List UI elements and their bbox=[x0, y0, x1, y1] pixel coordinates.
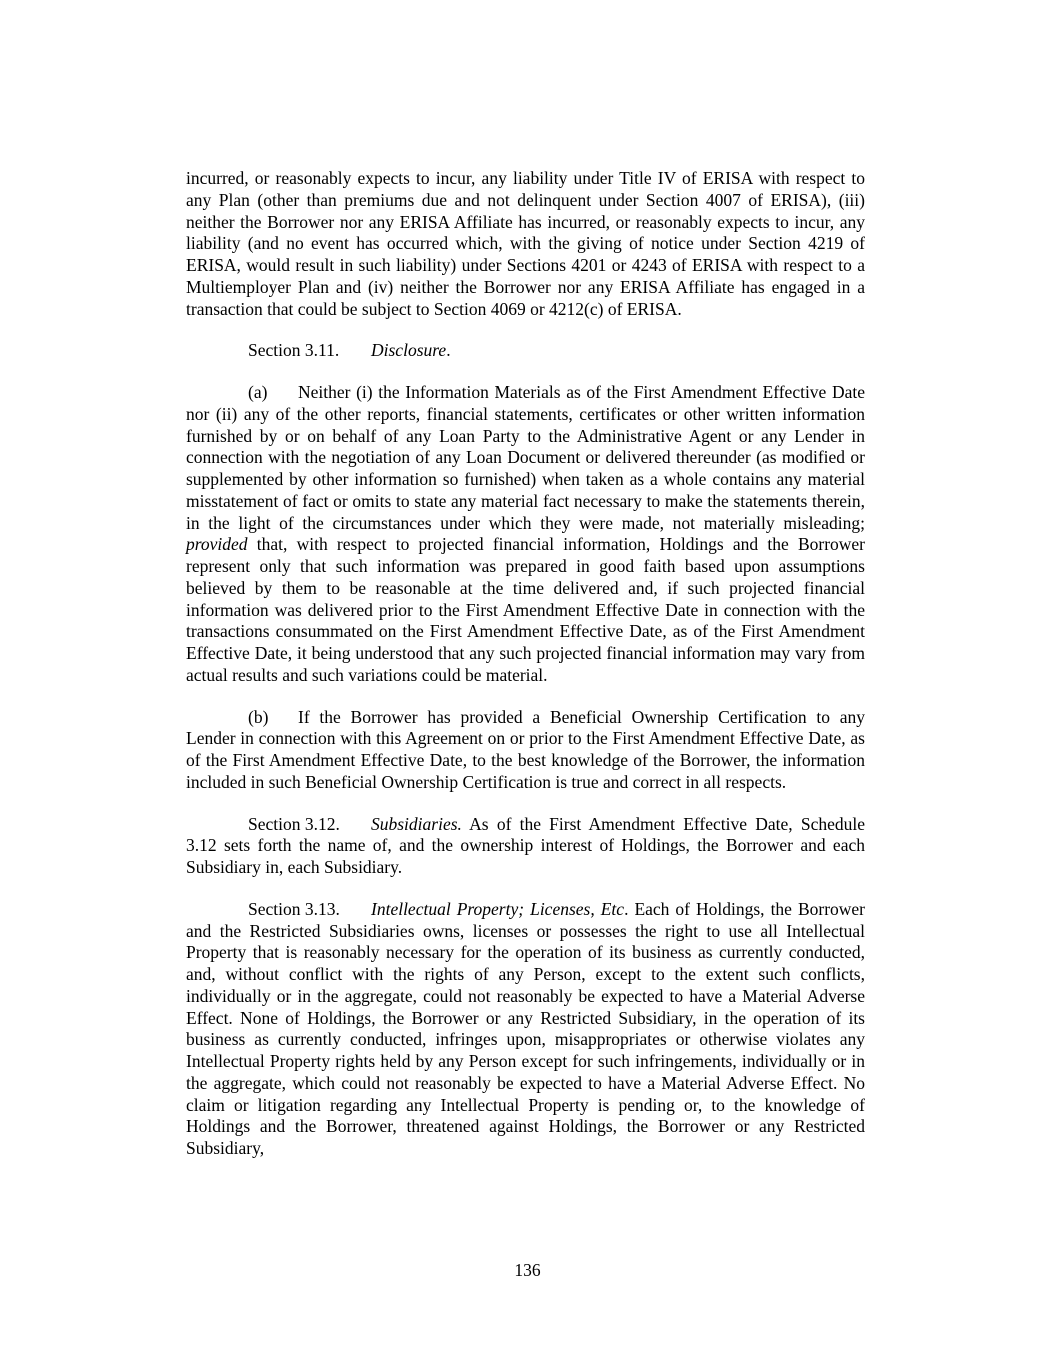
section-3-11-heading bbox=[186, 340, 865, 362]
page-number: 136 bbox=[514, 1260, 541, 1280]
section-3-13-text: Each of Holdings, the Borrower and the Restricted Subsidiaries owns, licenses or possesses the right to use all Intellectual Property that is reasonably necessary for the operation of its business as currently conducted, and, without conflict with the rights of any Person, except to the extent such conflicts, individually or in the aggregate, could not reasonably be expected to have a Material Adverse Effect. None of Holdings, the Borrower or any Restricted Subsidiary, in the operation of its business as currently conducted, infringes upon, misappropriates or otherwise violates any Intellectual Property rights held by any Person except for such infringements, individually or in the aggregate, which could not reasonably be expected to have a Material Adverse Effect. No claim or litigation regarding any Intellectual Property is pending or, to the knowledge of Holdings and the Borrower, threatened against Holdings, the Borrower or any Restricted Subsidiary, bbox=[186, 898, 866, 1158]
document-body bbox=[186, 168, 865, 1160]
section-3-13-paragraph bbox=[186, 899, 865, 1160]
paragraph-a-text-part1: Neither (i) the Information Materials as of the First Amendment Effective Date nor (ii) any of the other reports, financial statements, certificates or other written information furnished by or on behalf of any Loan Party to the Administrative Agent or any Lender in connection with the negotiation of any Loan Document or delivered thereunder (as modified or supplemented by other information so furnished) when taken as a whole contains any material misstatement of fact or omits to state any material fact necessary to make the statements therein, in the light of the circumstances under which they were made, not materially misleading; bbox=[186, 382, 865, 533]
paragraph-b-text: If the Borrower has provided a Beneficial Ownership Certification to any Lender in connection with this Agreement on or prior to the First Amendment Effective Date, as of the First Amendment Effective Date, to the best knowledge of the Borrower, the information included in such Beneficial Ownership Certification is true and correct in all respects. bbox=[186, 706, 865, 792]
section-3-12-title: Subsidiaries. bbox=[371, 813, 462, 834]
section-3-11-number: Section 3.11. bbox=[248, 340, 340, 361]
section-3-12-text: As of the First Amendment Effective Date, Schedule 3.12 sets forth the name of, and the ownership interest of Holdings, the Borrower and each Subsidiary in, each Subsidiary. bbox=[186, 813, 865, 877]
erisa-continuation-paragraph bbox=[186, 168, 865, 320]
section-3-11-paragraph-b bbox=[186, 707, 865, 794]
section-3-13-number: Section 3.13. bbox=[248, 898, 340, 919]
paragraph-b-label: (b) bbox=[248, 706, 269, 727]
section-3-11-paragraph-a bbox=[186, 382, 865, 687]
paragraph-a-italic-provided: provided bbox=[186, 534, 248, 555]
erisa-continuation-text: incurred, or reasonably expects to incur, any liability under Title IV of ERISA with respect to any Plan (other than premiums due and not delinquent under Section 4007 of ERISA), (iii) neither the Borrower nor any ERISA Affiliate has incurred, or reasonably expects to incur, any liability (and no event has occurred which, with the giving of notice under Section 4219 of ERISA, would result in such liability) under Sections 4201 or 4243 of ERISA with respect to a Multiemployer Plan and (iv) neither the Borrower nor any ERISA Affiliate has engaged in a transaction that could be subject to Section 4069 or 4212(c) of ERISA. bbox=[186, 168, 865, 319]
paragraph-a-label: (a) bbox=[248, 382, 268, 402]
section-3-13-title-period: . bbox=[624, 898, 629, 919]
section-3-12-number: Section 3.12. bbox=[248, 813, 340, 834]
paragraph-a-text-part2: that, with respect to projected financial information, Holdings and the Borrower represent only that such information was prepared in good faith based upon assumptions believed by them to be reasonable at the time delivered and, if such projected financial information was delivered prior to the First Amendment Effective Date in connection with the transactions consummated on the First Amendment Effective Date, as of the First Amendment Effective Date, it being understood that any such projected financial information may vary from actual results and such variations could be material. bbox=[186, 534, 865, 685]
section-3-13-title: Intellectual Property; Licenses, Etc bbox=[371, 898, 625, 919]
section-3-12-paragraph bbox=[186, 814, 865, 879]
section-3-11-title-period: . bbox=[446, 340, 451, 361]
section-3-11-title: Disclosure bbox=[371, 340, 447, 361]
